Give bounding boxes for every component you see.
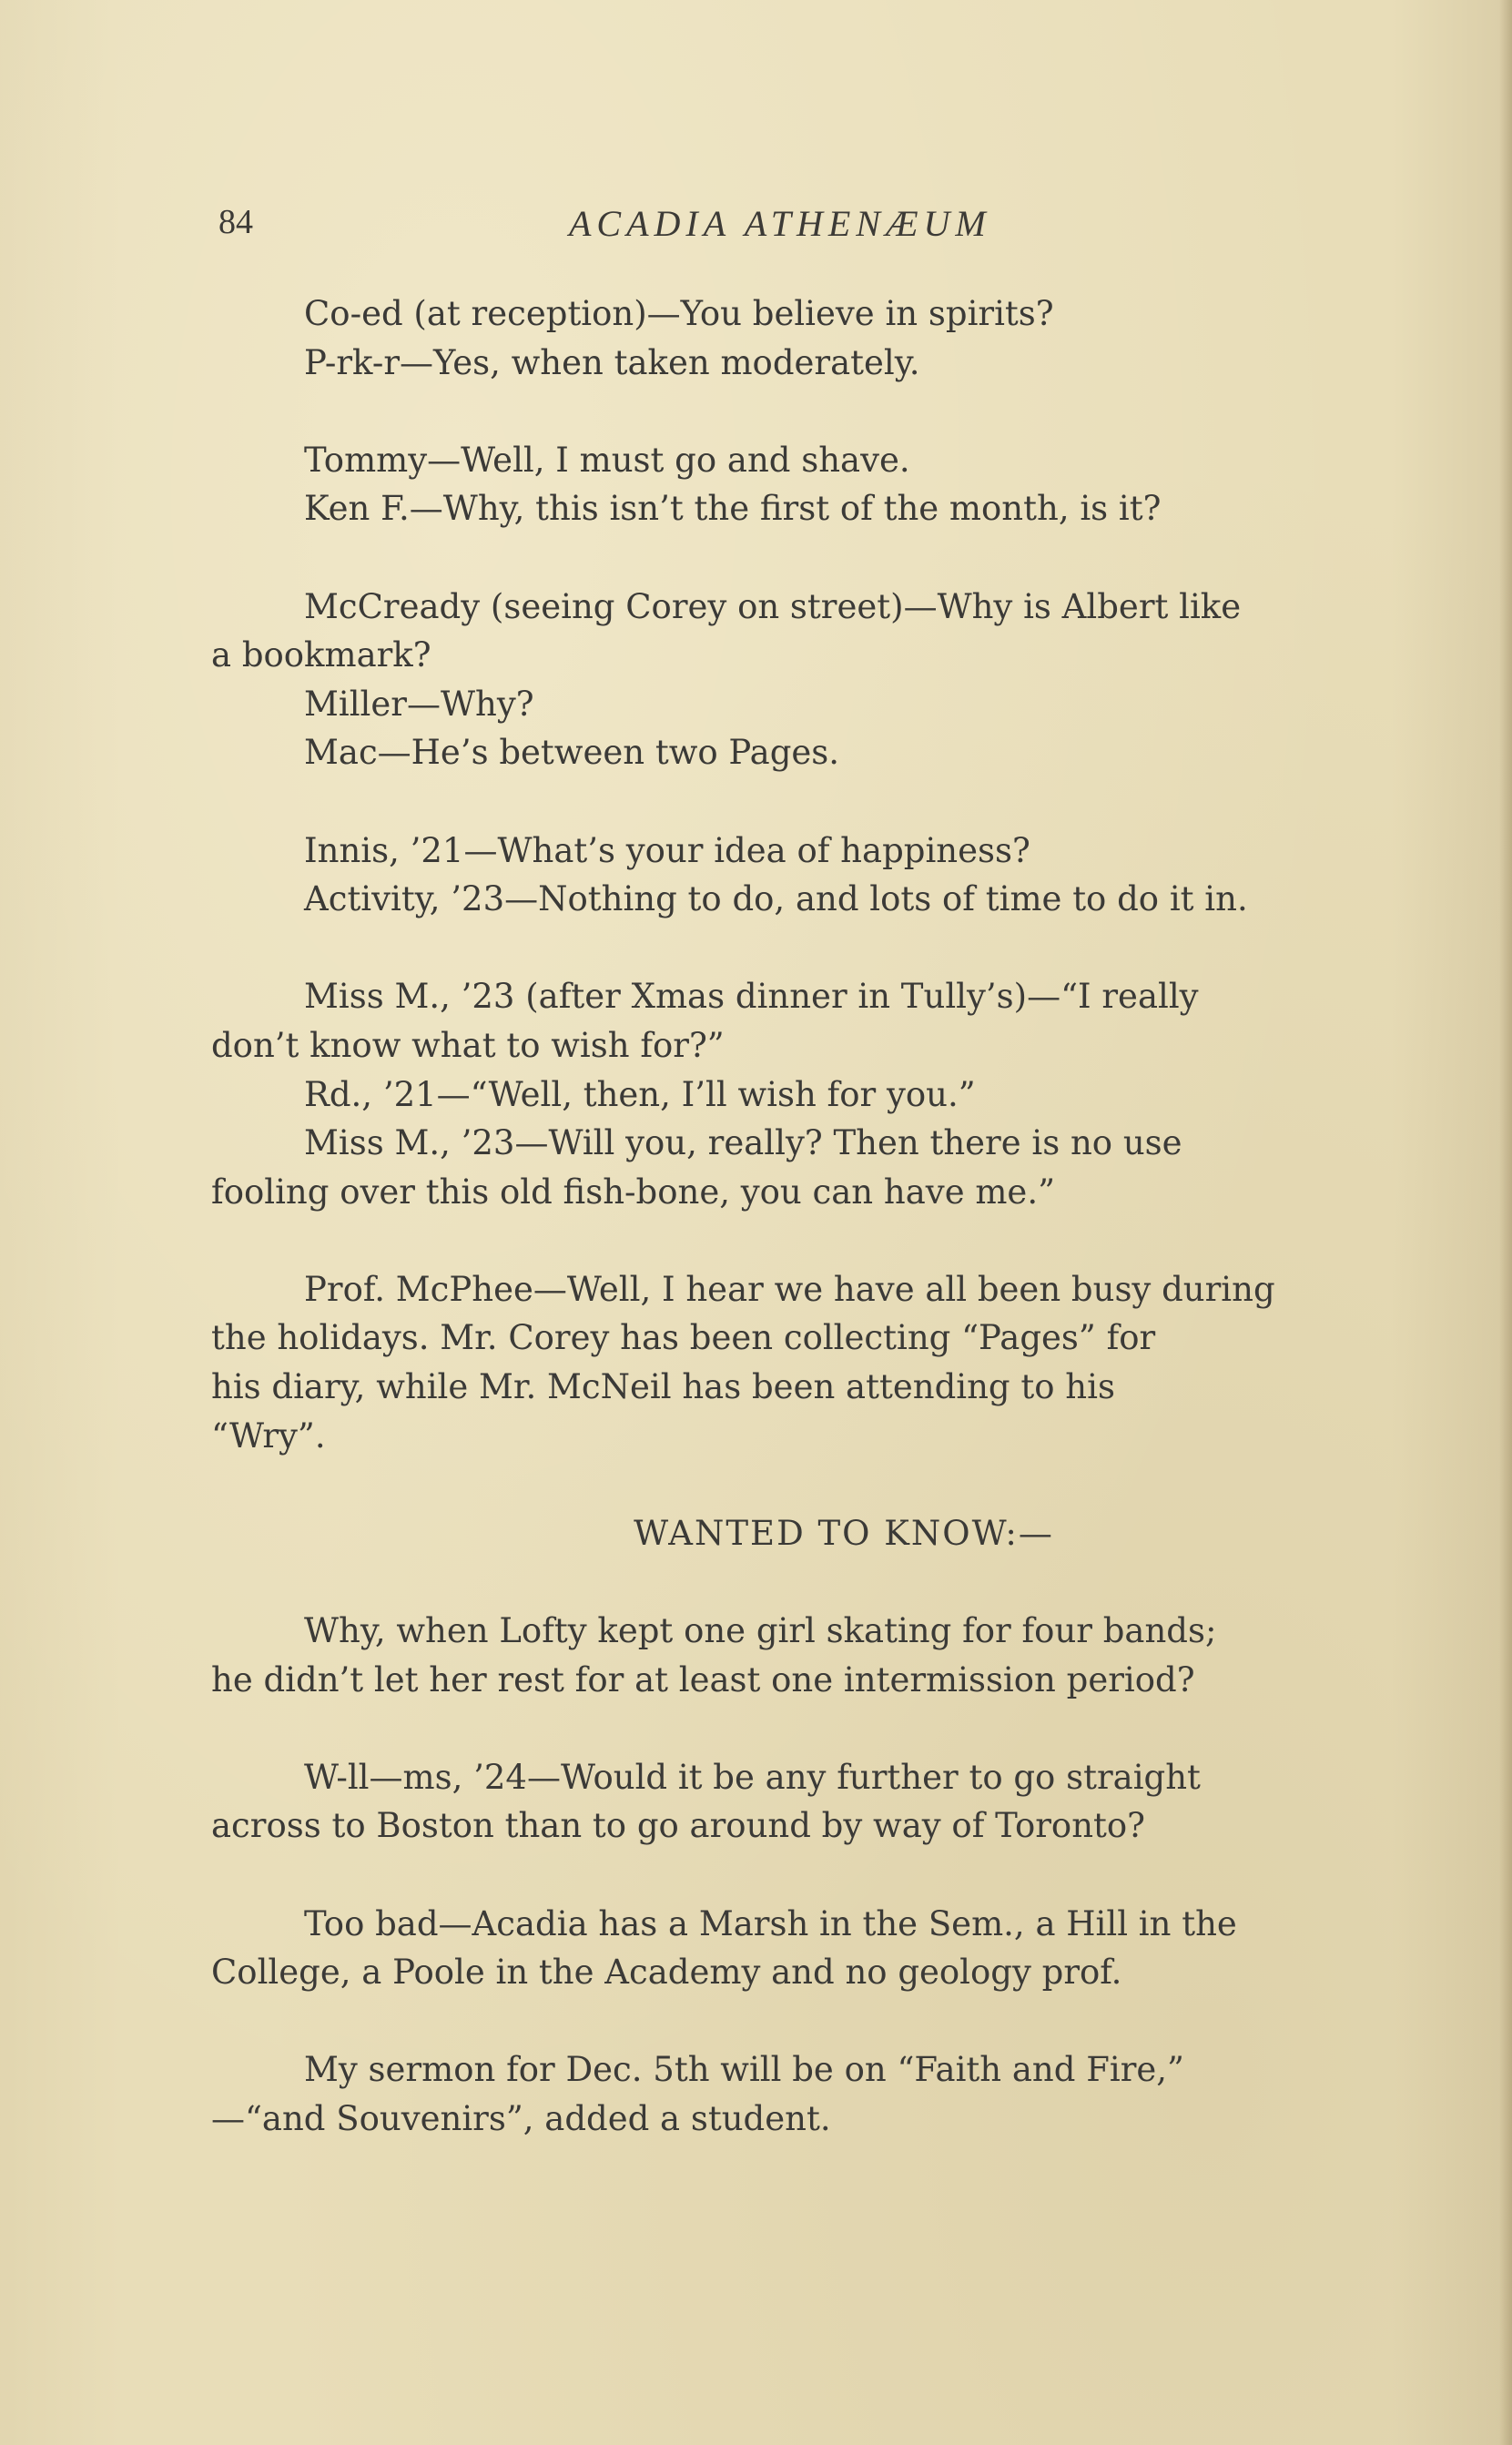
joke-co-ed-spirits xyxy=(211,289,1440,387)
text-line: P-rk-r—Yes, when taken moderately. xyxy=(304,342,920,382)
text-line: Miller—Why? xyxy=(304,684,534,724)
item-too-bad xyxy=(211,1900,1440,1997)
text-line: Prof. McPhee—Well, I hear we have all been busy during xyxy=(304,1269,1275,1309)
text-line: Ken F.—Why, this isn’t the first of the month, is it? xyxy=(304,489,1162,529)
item-lofty-skating xyxy=(211,1607,1440,1704)
joke-tommy-shave xyxy=(211,436,1440,533)
text-line: College, a Poole in the Academy and no geology prof. xyxy=(211,1953,1122,1993)
text-line: Why, when Lofty kept one girl skating for four bands; xyxy=(304,1611,1217,1651)
page-body xyxy=(211,289,1440,2192)
text-line: a bookmark? xyxy=(211,635,431,675)
section-heading-wanted-to-know xyxy=(211,1509,1440,1558)
text-line: Co-ed (at reception)—You believe in spirits? xyxy=(304,294,1054,333)
text-line: —“and Souvenirs”, added a student. xyxy=(211,2098,831,2138)
journal-title: ACADIA ATHENÆUM xyxy=(569,203,991,244)
page-number: 84 xyxy=(218,203,253,241)
text-line: his diary, while Mr. McNeil has been attending to his xyxy=(211,1367,1115,1407)
text-line: Mac—He’s between two Pages. xyxy=(304,733,840,773)
page-edge-shadow xyxy=(1499,0,1512,2445)
running-head xyxy=(218,202,1111,257)
text-line: Rd., ’21—“Well, then, I’ll wish for you.” xyxy=(304,1074,976,1114)
text-line: Miss M., ’23—Will you, really? Then there is no use xyxy=(304,1123,1182,1163)
text-line: he didn’t let her rest for at least one intermission period? xyxy=(211,1659,1195,1699)
text-line: McCready (seeing Corey on street)—Why is Albert like xyxy=(304,586,1242,626)
item-sermon xyxy=(211,2045,1440,2143)
joke-fish-bone xyxy=(211,972,1440,1216)
section-heading: WANTED TO KNOW:— xyxy=(634,1513,1054,1553)
text-line: “Wry”. xyxy=(211,1415,326,1456)
text-line: don’t know what to wish for?” xyxy=(211,1025,725,1065)
text-line: fooling over this old fish-bone, you can have me.” xyxy=(211,1172,1056,1212)
text-line: W-ll—ms, ’24—Would it be any further to go straight xyxy=(304,1757,1201,1797)
item-boston-toronto xyxy=(211,1753,1440,1851)
text-line: Innis, ’21—What’s your idea of happiness? xyxy=(304,830,1030,870)
joke-bookmark xyxy=(211,583,1440,777)
text-line: My sermon for Dec. 5th will be on “Faith and Fire,” xyxy=(304,2050,1184,2090)
text-line: Activity, ’23—Nothing to do, and lots of time to do it in. xyxy=(304,879,1248,919)
joke-prof-mcphee xyxy=(211,1265,1440,1460)
joke-happiness xyxy=(211,827,1440,924)
text-line: Tommy—Well, I must go and shave. xyxy=(304,440,910,480)
text-line: Too bad—Acadia has a Marsh in the Sem., a Hill in the xyxy=(304,1903,1237,1943)
text-line: across to Boston than to go around by way of Toronto? xyxy=(211,1806,1146,1846)
text-line: Miss M., ’23 (after Xmas dinner in Tully’s)—“I really xyxy=(304,977,1199,1017)
text-line: the holidays. Mr. Corey has been collecting “Pages” for xyxy=(211,1318,1156,1358)
